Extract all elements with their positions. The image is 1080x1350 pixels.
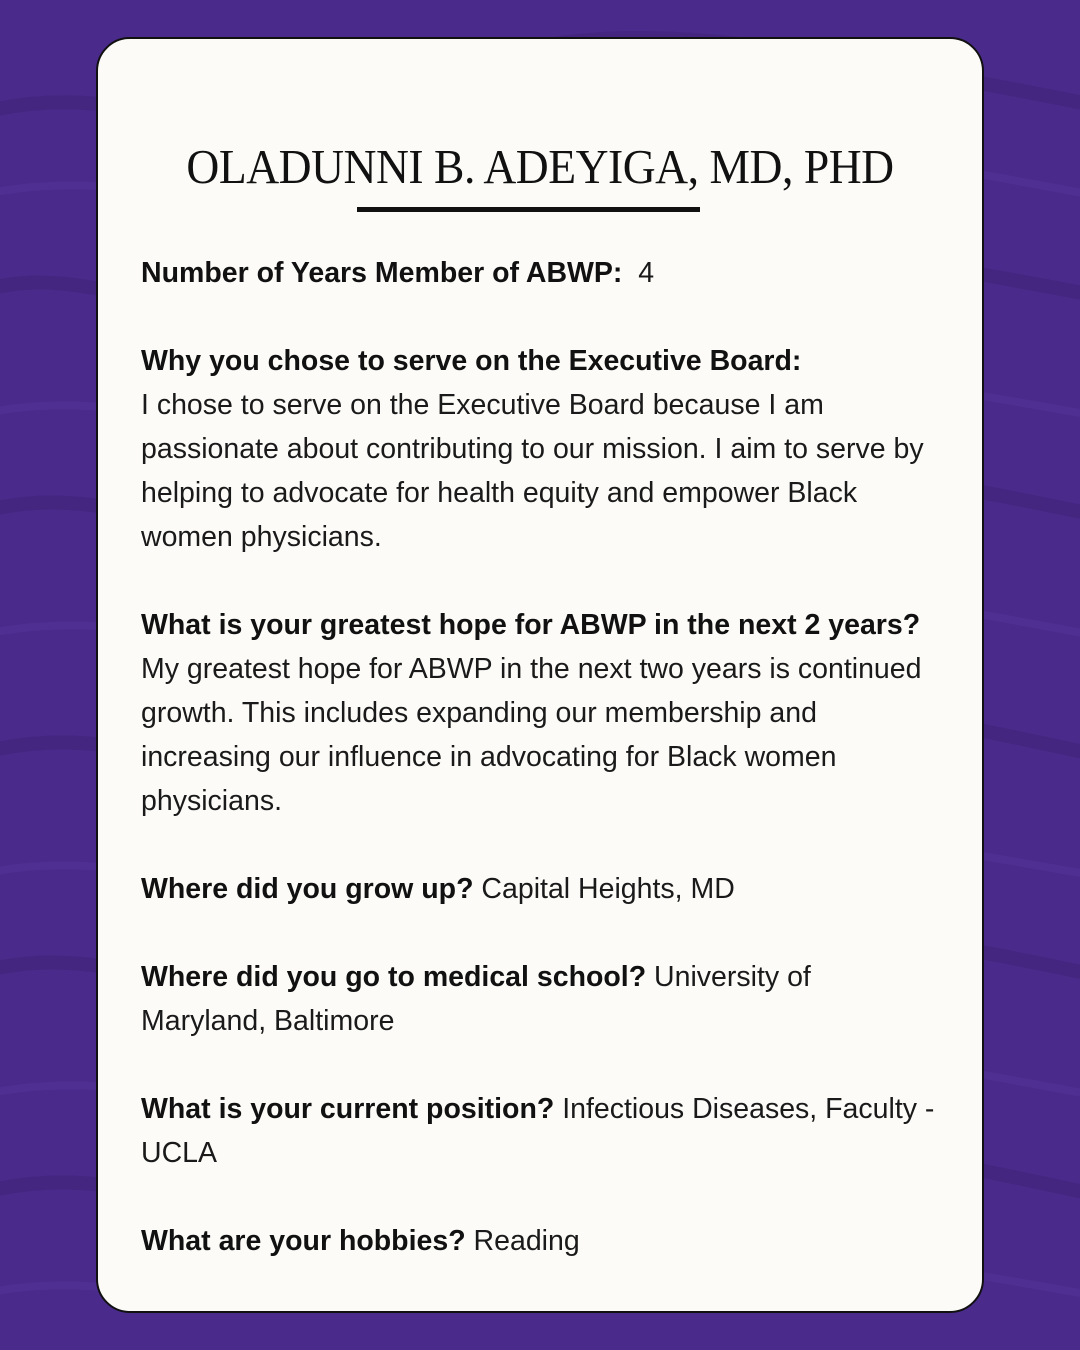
qa-greatest-hope — [141, 603, 941, 823]
qa-question: Where did you grow up? — [141, 873, 474, 905]
qa-question: What is your greatest hope for ABWP in the next 2 years? — [141, 609, 921, 641]
qa-current-position — [141, 1087, 941, 1175]
qa-answer: Infectious Diseases, Faculty - UCLA — [141, 1093, 935, 1169]
qa-grew-up — [141, 867, 941, 911]
qa-list — [141, 251, 941, 1307]
qa-years-member — [141, 251, 941, 295]
qa-why-serve — [141, 339, 941, 559]
title-divider — [357, 207, 700, 212]
qa-answer: My greatest hope for ABWP in the next two years is continued growth. This includes expanding our membership and increasing our influence in advocating for Black women physicians. — [141, 653, 922, 817]
qa-medical-school — [141, 955, 941, 1043]
qa-hobbies — [141, 1219, 941, 1263]
qa-question: What is your current position? — [141, 1093, 555, 1125]
qa-answer: Reading — [473, 1225, 580, 1257]
profile-card — [96, 37, 984, 1313]
qa-answer: I chose to serve on the Executive Board because I am passionate about contributing to our mission. I aim to serve by helping to advocate for health equity and empower Black women physicians. — [141, 389, 924, 553]
qa-answer: University of Maryland, Baltimore — [141, 961, 811, 1037]
qa-question: Number of Years Member of ABWP: — [141, 257, 623, 289]
qa-question: Why you chose to serve on the Executive Board: — [141, 345, 802, 377]
qa-question: What are your hobbies? — [141, 1225, 466, 1257]
profile-name: OLADUNNI B. ADEYIGA, MD, PHD — [186, 139, 894, 194]
qa-question: Where did you go to medical school? — [141, 961, 647, 993]
qa-answer: 4 — [638, 257, 655, 289]
qa-answer: Capital Heights, MD — [481, 873, 735, 905]
